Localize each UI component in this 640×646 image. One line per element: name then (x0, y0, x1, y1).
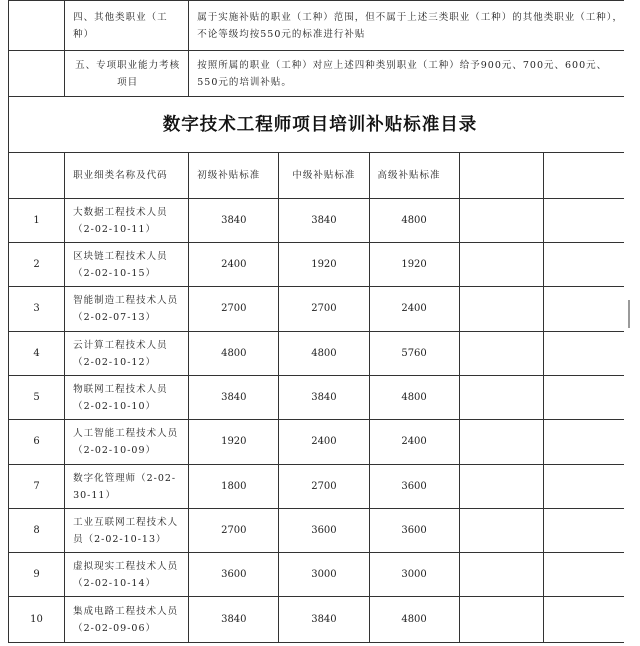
intermediate-subsidy: 3600 (279, 509, 369, 553)
row-number: 9 (9, 553, 65, 597)
occupation-name: 虚拟现实工程技术人员（2-02-10-14） (65, 553, 189, 597)
occupation-name: 集成电路工程技术人员（2-02-09-06） (65, 597, 189, 643)
table-row (9, 287, 632, 332)
empty-cell (459, 553, 543, 597)
header-cell (9, 153, 65, 199)
empty-cell (459, 420, 543, 465)
advanced-subsidy: 4800 (369, 597, 459, 643)
category-description: 属于实施补贴的职业（工种）范围，但不属于上述三类职业（工种）的其他类职业（工种），不论等级均按550元的标准进行补贴 (189, 1, 632, 51)
empty-cell (459, 465, 543, 509)
basic-subsidy: 2400 (189, 243, 279, 287)
empty-cell (9, 1, 65, 51)
category-description: 按照所属的职业（工种）对应上述四种类别职业（工种）给予900元、700元、600元、550元的培训补贴。 (189, 51, 632, 97)
basic-subsidy: 3840 (189, 376, 279, 420)
table-row (9, 509, 632, 553)
empty-cell (459, 332, 543, 376)
occupation-name: 人工智能工程技术人员（2-02-10-09） (65, 420, 189, 465)
header-cell (459, 153, 543, 199)
intermediate-subsidy: 2700 (279, 287, 369, 332)
occupation-name: 数字化管理师（2-02-30-11） (65, 465, 189, 509)
empty-cell (543, 332, 631, 376)
table-row (9, 597, 632, 643)
basic-subsidy: 1920 (189, 420, 279, 465)
top-row-special (9, 51, 632, 97)
table-title: 数字技术工程师项目培训补贴标准目录 (9, 97, 632, 153)
empty-cell (459, 243, 543, 287)
advanced-subsidy: 2400 (369, 420, 459, 465)
empty-cell (543, 199, 631, 243)
subsidy-table (8, 0, 632, 643)
occupation-name: 云计算工程技术人员（2-02-10-12） (65, 332, 189, 376)
intermediate-subsidy: 4800 (279, 332, 369, 376)
advanced-subsidy: 2400 (369, 287, 459, 332)
basic-subsidy: 3840 (189, 597, 279, 643)
basic-subsidy: 2700 (189, 509, 279, 553)
row-number: 4 (9, 332, 65, 376)
empty-cell (543, 420, 631, 465)
row-number: 6 (9, 420, 65, 465)
table-row (9, 465, 632, 509)
intermediate-subsidy: 1920 (279, 243, 369, 287)
table-row (9, 376, 632, 420)
empty-cell (459, 199, 543, 243)
intermediate-subsidy: 2400 (279, 420, 369, 465)
occupation-name: 物联网工程技术人员（2-02-10-10） (65, 376, 189, 420)
advanced-subsidy: 3600 (369, 465, 459, 509)
row-number: 5 (9, 376, 65, 420)
basic-subsidy: 3840 (189, 199, 279, 243)
header-row (9, 153, 632, 199)
advanced-subsidy: 3000 (369, 553, 459, 597)
basic-subsidy: 1800 (189, 465, 279, 509)
empty-cell (543, 597, 631, 643)
header-cell (543, 153, 631, 199)
table-row (9, 420, 632, 465)
advanced-subsidy: 4800 (369, 376, 459, 420)
occupation-name: 工业互联网工程技术人员（2-02-10-13） (65, 509, 189, 553)
table-row (9, 199, 632, 243)
row-number: 2 (9, 243, 65, 287)
page-edge (624, 0, 632, 646)
basic-subsidy: 2700 (189, 287, 279, 332)
header-occupation: 职业细类名称及代码 (65, 153, 189, 199)
top-row-other (9, 1, 632, 51)
empty-cell (543, 509, 631, 553)
advanced-subsidy: 1920 (369, 243, 459, 287)
table-row (9, 332, 632, 376)
occupation-name: 区块链工程技术人员（2-02-10-15） (65, 243, 189, 287)
empty-cell (543, 243, 631, 287)
subsidy-document (8, 0, 632, 646)
empty-cell (543, 465, 631, 509)
row-number: 8 (9, 509, 65, 553)
intermediate-subsidy: 3000 (279, 553, 369, 597)
title-row (9, 97, 632, 153)
empty-cell (459, 287, 543, 332)
table-row (9, 243, 632, 287)
basic-subsidy: 4800 (189, 332, 279, 376)
advanced-subsidy: 3600 (369, 509, 459, 553)
empty-cell (543, 553, 631, 597)
empty-cell (543, 287, 631, 332)
header-intermediate: 中级补贴标准 (279, 153, 369, 199)
empty-cell (543, 376, 631, 420)
empty-cell (459, 597, 543, 643)
row-number: 10 (9, 597, 65, 643)
empty-cell (459, 376, 543, 420)
advanced-subsidy: 4800 (369, 199, 459, 243)
empty-cell (9, 51, 65, 97)
intermediate-subsidy: 2700 (279, 465, 369, 509)
header-advanced: 高级补贴标准 (369, 153, 459, 199)
row-number: 7 (9, 465, 65, 509)
row-number: 1 (9, 199, 65, 243)
empty-cell (459, 509, 543, 553)
header-basic: 初级补贴标准 (189, 153, 279, 199)
row-number: 3 (9, 287, 65, 332)
table-row (9, 553, 632, 597)
occupation-name: 智能制造工程技术人员（2-02-07-13） (65, 287, 189, 332)
occupation-name: 大数据工程技术人员（2-02-10-11） (65, 199, 189, 243)
intermediate-subsidy: 3840 (279, 199, 369, 243)
basic-subsidy: 3600 (189, 553, 279, 597)
advanced-subsidy: 5760 (369, 332, 459, 376)
category-label: 五、专项职业能力考核项目 (65, 51, 189, 97)
intermediate-subsidy: 3840 (279, 597, 369, 643)
intermediate-subsidy: 3840 (279, 376, 369, 420)
category-label: 四、其他类职业（工种） (65, 1, 189, 51)
